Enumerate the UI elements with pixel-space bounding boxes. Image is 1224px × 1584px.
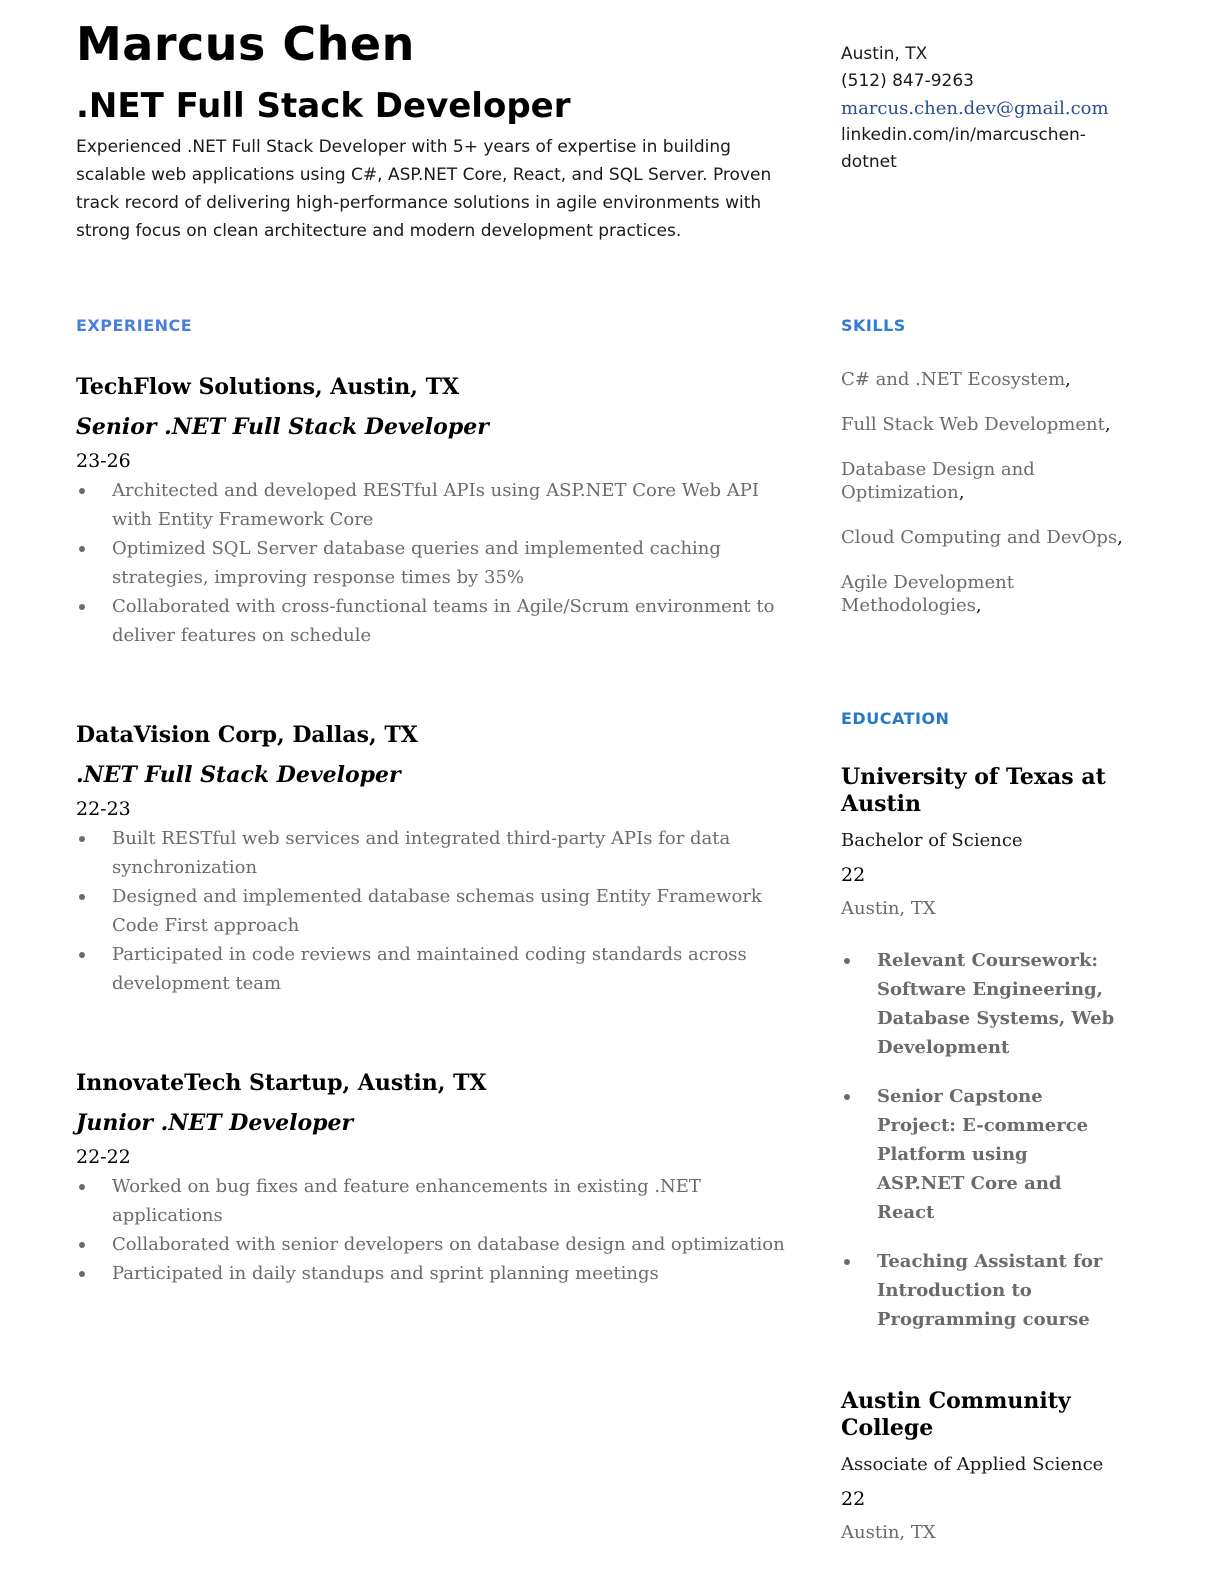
job-bullets	[76, 824, 796, 998]
skills-list	[841, 368, 1131, 639]
contact-email-link[interactable]: marcus.chen.dev@gmail.com	[841, 98, 1109, 119]
job-dates: 22-23	[76, 798, 131, 820]
skill-label: Agile Development Methodologies	[841, 572, 1014, 616]
contact-block	[841, 41, 1141, 176]
job-dates: 23-26	[76, 450, 131, 472]
skill-separator: ,	[1065, 369, 1071, 390]
education-heading: EDUCATION	[841, 709, 950, 728]
education-entry	[841, 1388, 1121, 1546]
school-bullets	[841, 946, 1121, 1334]
job-bullet: Built RESTful web services and integrated third-party APIs for data synchronization	[76, 824, 796, 882]
school-year: 22	[841, 1488, 866, 1510]
skill-item	[841, 571, 1131, 617]
education-entry	[841, 764, 1121, 1354]
job-entry	[76, 1068, 796, 1288]
skills-heading: SKILLS	[841, 316, 906, 335]
job-company: InnovateTech Startup, Austin, TX	[76, 1070, 487, 1096]
professional-summary: Experienced .NET Full Stack Developer with 5+ years of expertise in building scalable web applications using C#, ASP.NET Core, React, and SQL Server. Proven track record of delivering high-performance solutions in agile environments with strong focus on clean architecture and modern development practices.	[76, 137, 772, 241]
skill-item	[841, 413, 1131, 436]
job-dates: 22-22	[76, 1146, 131, 1168]
school-name: Austin Community College	[841, 1388, 1071, 1441]
school-bullet: Teaching Assistant for Introduction to Programming course	[841, 1247, 1121, 1334]
contact-linkedin: linkedin.com/in/marcuschen-dotnet	[841, 125, 1086, 172]
experience-heading: EXPERIENCE	[76, 316, 193, 335]
school-bullet: Relevant Coursework: Software Engineering, Database Systems, Web Development	[841, 946, 1121, 1062]
school-bullet: Senior Capstone Project: E-commerce Platform using ASP.NET Core and React	[841, 1082, 1121, 1227]
skill-item	[841, 458, 1131, 504]
job-bullet: Collaborated with senior developers on database design and optimization	[76, 1230, 796, 1259]
job-bullet: Optimized SQL Server database queries and implemented caching strategies, improving response times by 35%	[76, 534, 796, 592]
job-bullet: Participated in code reviews and maintained coding standards across development team	[76, 940, 796, 998]
candidate-name: Marcus Chen	[76, 17, 415, 71]
school-location: Austin, TX	[841, 1522, 936, 1543]
job-bullets	[76, 476, 796, 650]
skill-label: Full Stack Web Development	[841, 414, 1105, 435]
contact-phone: (512) 847-9263	[841, 71, 974, 91]
contact-location: Austin, TX	[841, 44, 928, 64]
school-location: Austin, TX	[841, 898, 936, 919]
job-title: Junior .NET Developer	[76, 1110, 354, 1136]
skill-separator: ,	[958, 482, 965, 503]
job-bullet: Participated in daily standups and sprint planning meetings	[76, 1259, 796, 1288]
job-headline: .NET Full Stack Developer	[76, 86, 571, 126]
school-year: 22	[841, 864, 866, 886]
job-bullets	[76, 1172, 796, 1288]
job-company: TechFlow Solutions, Austin, TX	[76, 374, 460, 400]
job-entry	[76, 720, 796, 998]
job-title: Senior .NET Full Stack Developer	[76, 414, 489, 440]
skill-separator: ,	[975, 595, 982, 616]
school-degree: Associate of Applied Science	[841, 1454, 1104, 1475]
skill-separator: ,	[1104, 414, 1111, 435]
skill-item	[841, 526, 1131, 549]
job-bullet: Collaborated with cross-functional teams in Agile/Scrum environment to deliver features on schedule	[76, 592, 796, 650]
skill-label: Cloud Computing and DevOps	[841, 527, 1118, 548]
school-degree: Bachelor of Science	[841, 830, 1023, 851]
skill-separator: ,	[1117, 527, 1123, 548]
job-company: DataVision Corp, Dallas, TX	[76, 722, 418, 748]
job-bullet: Worked on bug fixes and feature enhancements in existing .NET applications	[76, 1172, 796, 1230]
job-title: .NET Full Stack Developer	[76, 762, 401, 788]
job-bullet: Designed and implemented database schemas using Entity Framework Code First approach	[76, 882, 796, 940]
school-name: University of Texas at Austin	[841, 764, 1106, 817]
job-entry	[76, 372, 796, 650]
skill-label: C# and .NET Ecosystem	[841, 369, 1066, 390]
skill-label: Database Design and Optimization	[841, 459, 1035, 503]
job-bullet: Architected and developed RESTful APIs using ASP.NET Core Web API with Entity Framework Core	[76, 476, 796, 534]
skill-item	[841, 368, 1131, 391]
